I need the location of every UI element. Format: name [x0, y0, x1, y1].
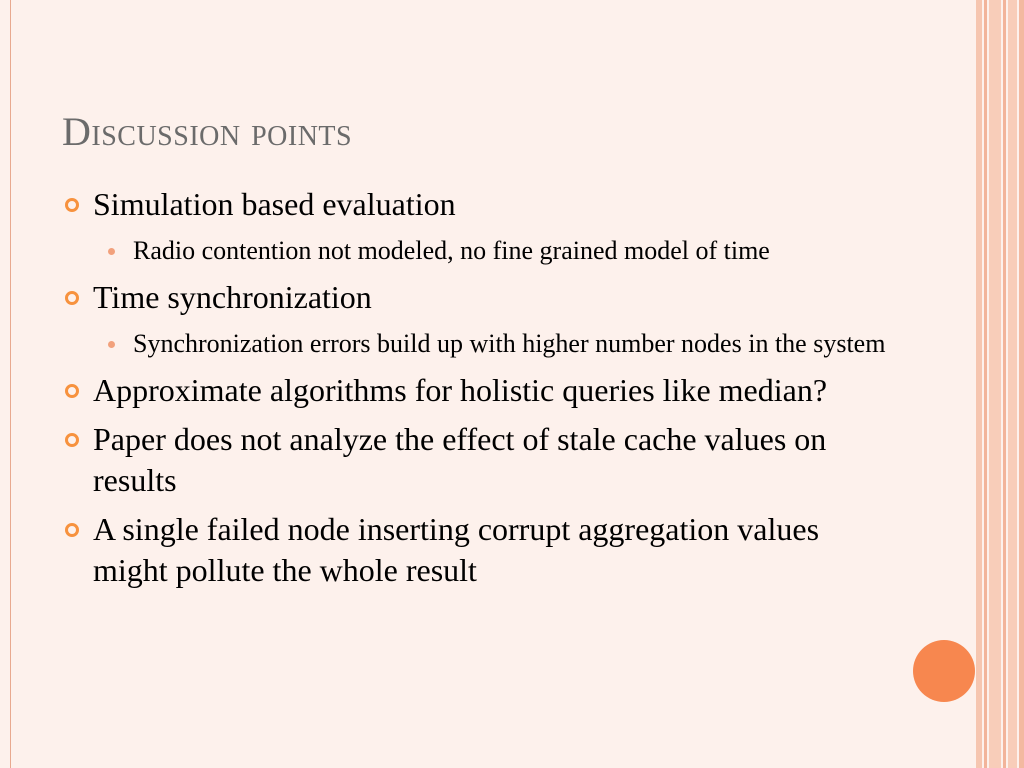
ring-bullet-icon — [65, 523, 79, 537]
bullet-text: A single failed node inserting corrupt aggregation values might pollute the whole result — [93, 511, 820, 588]
sub-bullet-item-2 — [60, 326, 890, 362]
bullet-text: Approximate algorithms for holistic queries like median? — [93, 372, 828, 408]
sub-bullet-text: Radio contention not modeled, no fine grained model of time — [133, 236, 770, 265]
bullet-item-4 — [60, 419, 890, 501]
bullet-item-5 — [60, 509, 890, 591]
slide-title: Discussion points — [62, 109, 353, 154]
bullet-item-3 — [60, 370, 890, 411]
decorative-circle — [913, 640, 975, 702]
bullet-text: Simulation based evaluation — [93, 186, 456, 222]
left-border-line — [10, 0, 11, 768]
bullet-text: Paper does not analyze the effect of stale cache values on results — [93, 421, 827, 498]
bullet-item-2 — [60, 277, 890, 318]
ring-bullet-icon — [65, 384, 79, 398]
sub-bullet-text: Synchronization errors build up with higher number nodes in the system — [133, 329, 886, 358]
bullet-list — [60, 184, 890, 599]
ring-bullet-icon — [65, 433, 79, 447]
bullet-item-1 — [60, 184, 890, 225]
dot-bullet-icon — [108, 248, 115, 255]
right-decorative-stripes — [976, 0, 1024, 768]
ring-bullet-icon — [65, 291, 79, 305]
bullet-text: Time synchronization — [93, 279, 372, 315]
dot-bullet-icon — [108, 341, 115, 348]
ring-bullet-icon — [65, 198, 79, 212]
sub-bullet-item-1 — [60, 233, 890, 269]
